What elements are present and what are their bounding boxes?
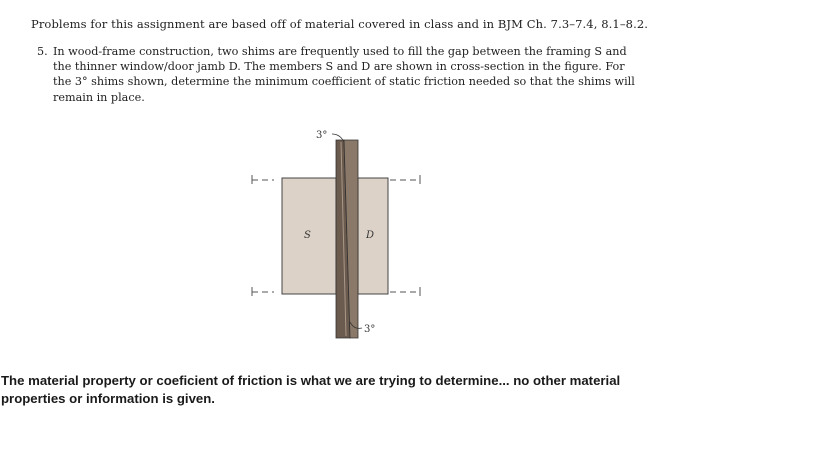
problem-statement [37,44,637,105]
assignment-intro: Problems for this assignment are based off of material covered in class and in BJM Ch. 7.3–7.4, 8.1–8.2. [31,17,649,31]
angle-label-top: 3° [316,130,328,141]
label-D: D [366,230,375,241]
shim-diagram [244,120,430,352]
angle-label-bottom: 3° [364,324,376,335]
problem-text: In wood-frame construction, two shims are frequently used to fill the gap between the framing S and the thinner window/door jamb D. The members S and D are shown in cross-section in the figure. For the 3° shims shown, determine the minimum coefficient of static friction needed so that the shims will remain in place. [53,45,635,104]
problem-number: 5. [37,45,48,58]
clarification-note: The material property or coeficient of friction is what we are trying to determine... no other material properties or information is given. [1,373,621,406]
label-S: S [304,230,311,241]
shim-figure [244,120,430,352]
